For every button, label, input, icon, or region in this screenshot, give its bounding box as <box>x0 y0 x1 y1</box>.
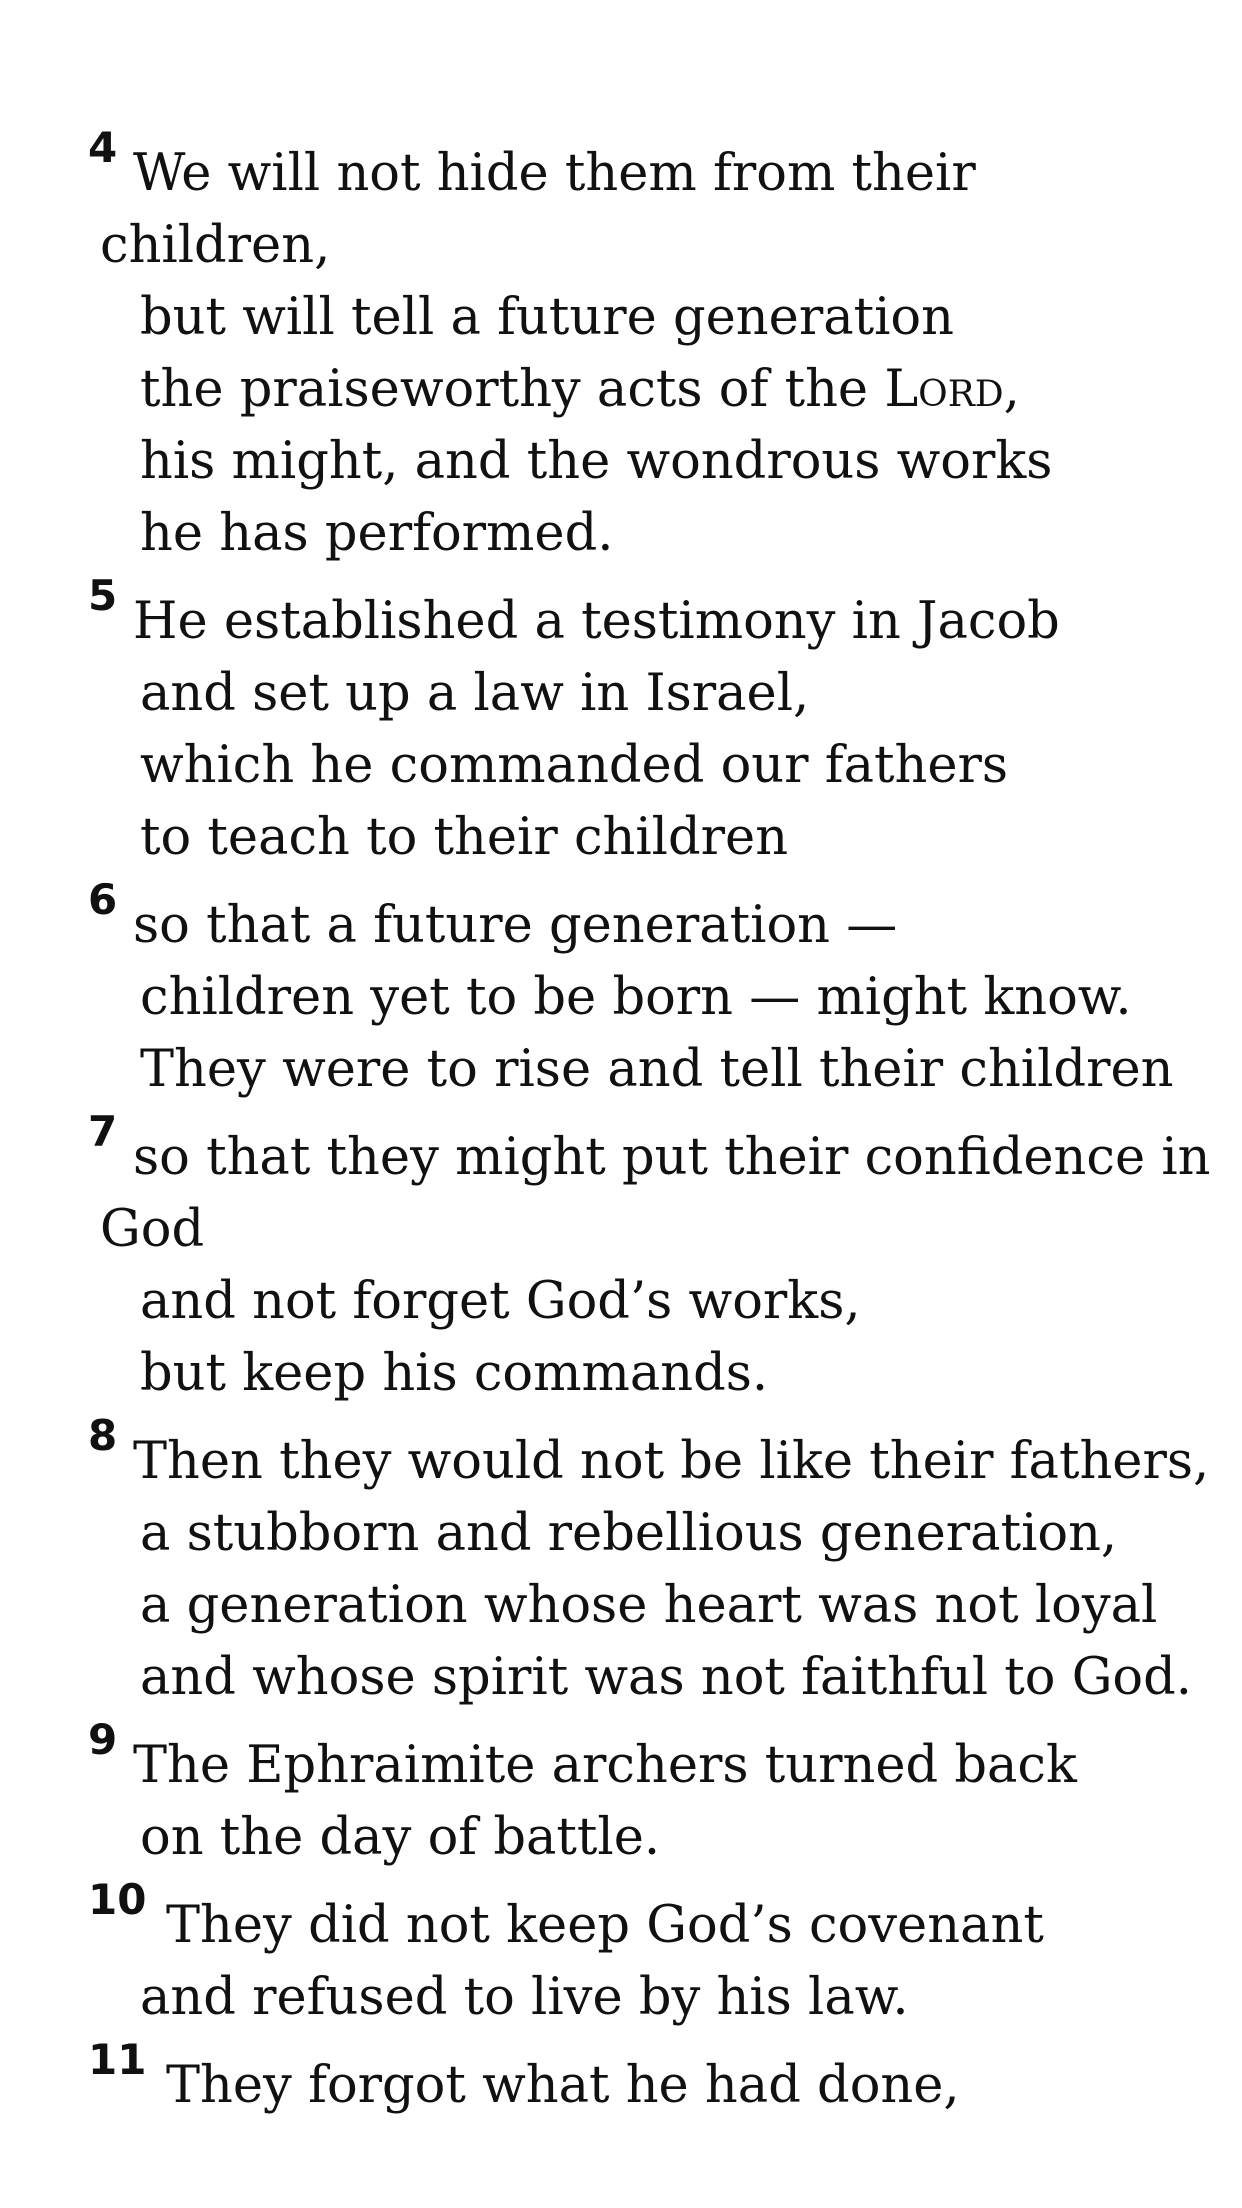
verse-line: He established a testimony in Jacob <box>133 592 1060 651</box>
verse-line: They forgot what he had done, <box>166 2056 960 2115</box>
verse-number: 6 <box>88 875 118 924</box>
verse-line: a stubborn and rebellious generation, <box>140 1504 1118 1563</box>
verse-line: The Ephraimite archers turned back <box>133 1736 1077 1795</box>
verse-line: children yet to be born — might know. <box>140 968 1132 1027</box>
verse-line: the praiseworthy acts of the Lord, <box>140 360 1020 419</box>
verse-line: but will tell a future generation <box>140 288 954 347</box>
verse-number: 8 <box>88 1411 118 1460</box>
verse-line: and not forget God’s works, <box>140 1272 861 1331</box>
verse-line: so that they might put their confidence in <box>133 1128 1211 1187</box>
verse-line: and whose spirit was not faithful to God. <box>140 1648 1192 1707</box>
verse-number: 10 <box>88 1875 147 1924</box>
verse-line: God <box>100 1200 205 1259</box>
verse-line: They did not keep God’s covenant <box>166 1896 1044 1955</box>
verse-line: and refused to live by his law. <box>140 1968 909 2027</box>
verse-line: a generation whose heart was not loyal <box>140 1576 1158 1635</box>
verse-number: 4 <box>88 123 118 172</box>
verse-line: he has performed. <box>140 504 614 563</box>
verse-number: 11 <box>88 2035 147 2084</box>
verse-number: 9 <box>88 1715 118 1764</box>
verse-line: children, <box>100 216 331 275</box>
verse-line: so that a future generation — <box>133 896 898 955</box>
verse-line: to teach to their children <box>140 808 789 867</box>
verse-line: which he commanded our fathers <box>140 736 1009 795</box>
verse-number: 5 <box>88 571 118 620</box>
verse-line: but keep his commands. <box>140 1344 769 1403</box>
verse-line: They were to rise and tell their children <box>140 1040 1174 1099</box>
verse-number: 7 <box>88 1107 118 1156</box>
verse-line: on the day of battle. <box>140 1808 661 1867</box>
verse-line: We will not hide them from their <box>133 144 976 203</box>
divine-name: Lord <box>884 360 1004 419</box>
verse-line: his might, and the wondrous works <box>140 432 1053 491</box>
verse-line: and set up a law in Israel, <box>140 664 810 723</box>
verse-line: Then they would not be like their fathers, <box>133 1432 1210 1491</box>
